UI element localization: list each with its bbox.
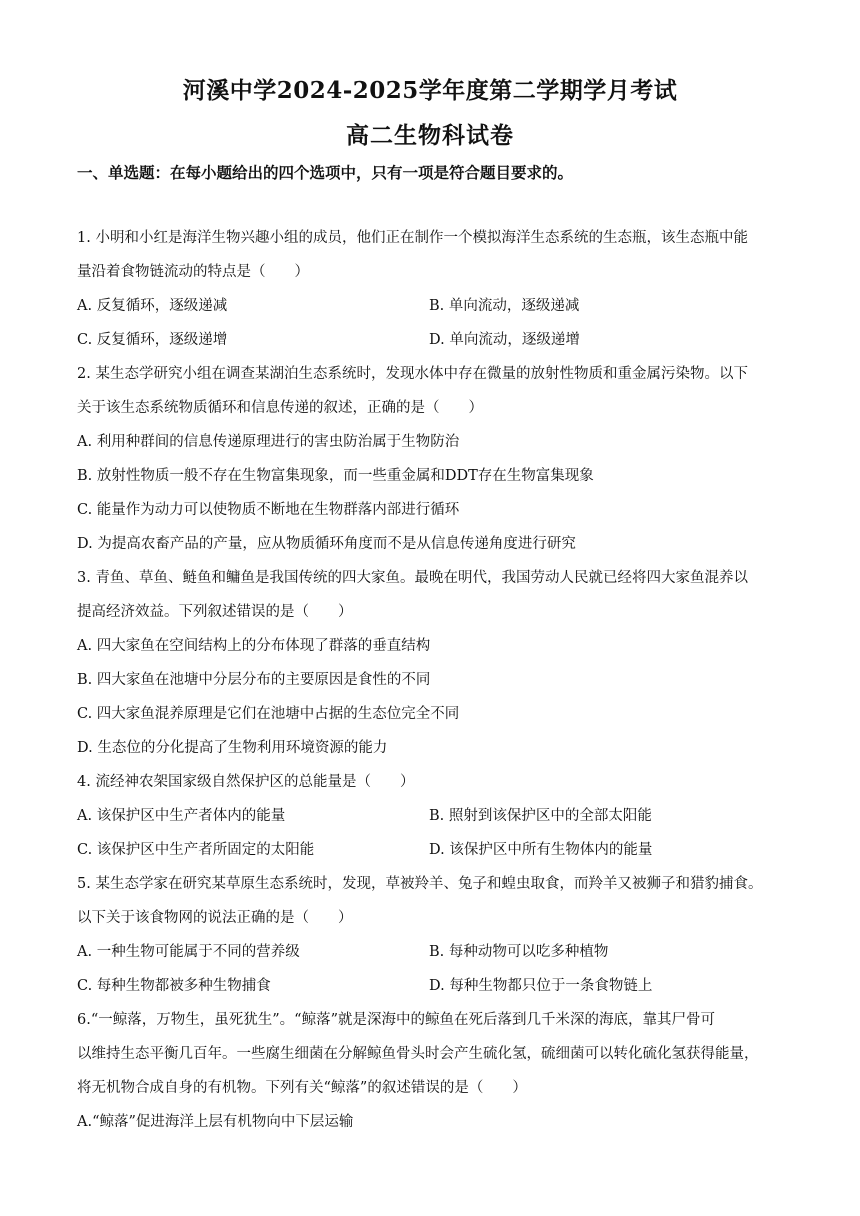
- question-6-stem-line-3: 将无机物合成自身的有机物。下列有关“鲸落”的叙述错误的是（ ）: [77, 1080, 527, 1096]
- question-6-option-a: A.“鲸落”促进海洋上层有机物向中下层运输: [77, 1114, 354, 1130]
- question-2-option-c: C. 能量作为动力可以使物质不断地在生物群落内部进行循环: [77, 502, 460, 518]
- question-4-stem-line-1: 4. 流经神农架国家级自然保护区的总能量是（ ）: [77, 774, 415, 790]
- question-5-option-b: B. 每种动物可以吃多种植物: [429, 944, 609, 960]
- question-3-option-b: B. 四大家鱼在池塘中分层分布的主要原因是食性的不同: [77, 672, 431, 688]
- question-2-stem-line-1: 2. 某生态学研究小组在调查某湖泊生态系统时，发现水体中存在微量的放射性物质和重金属污染物。以下: [77, 366, 748, 382]
- question-1-stem-line-1: 1. 小明和小红是海洋生物兴趣小组的成员，他们正在制作一个模拟海洋生态系统的生态瓶，该生态瓶中能: [77, 230, 748, 246]
- question-3-option-a: A. 四大家鱼在空间结构上的分布体现了群落的垂直结构: [77, 638, 431, 654]
- question-6-stem-line-2: 以维持生态平衡几百年。一些腐生细菌在分解鲸鱼骨头时会产生硫化氢，硫细菌可以转化硫化氢获得能量，: [77, 1046, 759, 1062]
- question-4-option-d: D. 该保护区中所有生物体内的能量: [429, 842, 653, 858]
- question-3-option-c: C. 四大家鱼混养原理是它们在池塘中占据的生态位完全不同: [77, 706, 460, 722]
- exam-title: 河溪中学2024-2025学年度第二学期学月考试: [182, 77, 678, 104]
- question-5-option-c: C. 每种生物都被多种生物捕食: [77, 978, 271, 994]
- question-1-option-d: D. 单向流动，逐级递增: [429, 332, 580, 348]
- question-1-stem-line-2: 量沿着食物链流动的特点是（ ）: [77, 264, 309, 280]
- question-3-stem-line-1: 3. 青鱼、草鱼、鲢鱼和鳙鱼是我国传统的四大家鱼。最晚在明代，我国劳动人民就已经将四大家鱼混养以: [77, 570, 748, 586]
- question-5-stem-line-2: 以下关于该食物网的说法正确的是（ ）: [77, 910, 353, 926]
- section-heading: 一、单选题：在每小题给出的四个选项中，只有一项是符合题目要求的。: [77, 163, 574, 182]
- question-3-stem-line-2: 提高经济效益。下列叙述错误的是（ ）: [77, 604, 353, 620]
- question-4-option-c: C. 该保护区中生产者所固定的太阳能: [77, 842, 315, 858]
- question-4-option-a: A. 该保护区中生产者体内的能量: [77, 808, 286, 824]
- question-1-option-b: B. 单向流动，逐级递减: [429, 298, 580, 314]
- question-5-option-d: D. 每种生物都只位于一条食物链上: [429, 978, 653, 994]
- question-2-option-b: B. 放射性物质一般不存在生物富集现象，而一些重金属和DDT存在生物富集现象: [77, 468, 594, 484]
- question-2-option-a: A. 利用种群间的信息传递原理进行的害虫防治属于生物防治: [77, 434, 460, 450]
- question-2-option-d: D. 为提高农畜产品的产量，应从物质循环角度而不是从信息传递角度进行研究: [77, 536, 576, 552]
- question-5-stem-line-1: 5. 某生态学家在研究某草原生态系统时，发现，草被羚羊、兔子和蝗虫取食，而羚羊又被狮子和猎豹捕食。: [77, 876, 763, 892]
- question-2-stem-line-2: 关于该生态系统物质循环和信息传递的叙述，正确的是（ ）: [77, 400, 483, 416]
- question-3-option-d: D. 生态位的分化提高了生物利用环境资源的能力: [77, 740, 388, 756]
- question-5-option-a: A. 一种生物可能属于不同的营养级: [77, 944, 300, 960]
- question-1-option-c: C. 反复循环，逐级递增: [77, 332, 228, 348]
- question-4-option-b: B. 照射到该保护区中的全部太阳能: [429, 808, 652, 824]
- exam-subtitle: 高二生物科试卷: [346, 122, 514, 149]
- question-6-stem-line-1: 6.“一鲸落，万物生，虽死犹生”。“鲸落”就是深海中的鲸鱼在死后落到几千米深的海底，靠其尸骨可: [77, 1012, 715, 1028]
- question-1-option-a: A. 反复循环，逐级递减: [77, 298, 228, 314]
